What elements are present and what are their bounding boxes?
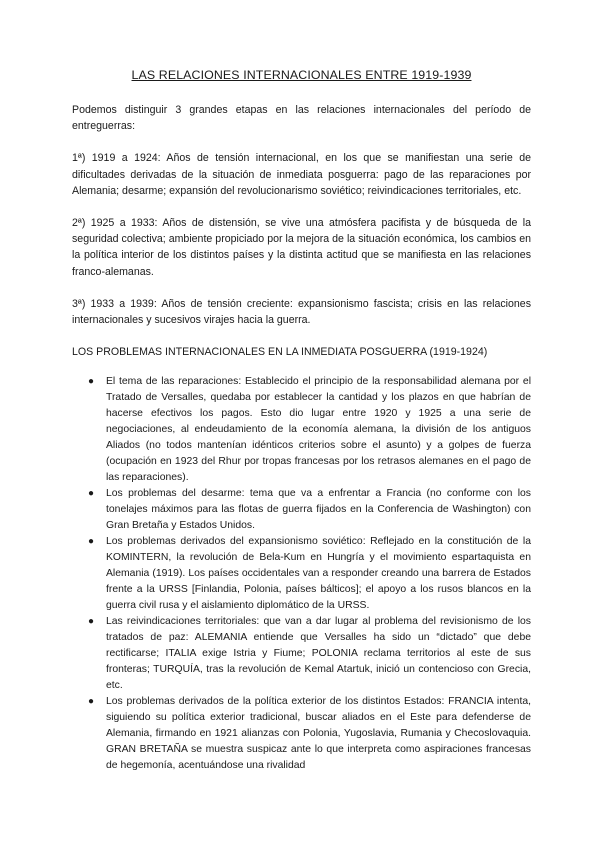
bullet-icon: ● [88,488,95,500]
document-title: LAS RELACIONES INTERNACIONALES ENTRE 1919-1939 [131,68,472,82]
intro-paragraph: Podemos distinguir 3 grandes etapas en las relaciones internacionales del período de entreguerras: [72,104,531,133]
stage-3-paragraph: 3ª) 1933 a 1939: Años de tensión creciente: expansionismo fascista; crisis en las relaciones internacionales y sucesivos virajes hacia la guerra. [72,297,531,327]
list-item-text: Los problemas derivados de la política exterior de los distintos Estados: FRANCIA intenta, siguiendo su política exterior tradicional, buscar aliados en el Este para defenderse de Alemania, firmando en 1921 alianzas con Polonia, Yugoslavia, Rumania y Checoslovaquia. GRAN BRETAÑA se muestra suspicaz ante lo que interpreta como aspiraciones francesas de hegemonía, acentuándose una rivalidad [106,696,531,772]
stage-1-paragraph: 1ª) 1919 a 1924: Años de tensión internacional, en los que se manifiestan una serie de dificultades derivadas de la situación de inmediata posguerra: pago de las reparaciones por Alemania; desarme; expansión del revolucionarismo soviético; reivindicaciones territoriales, etc. [72,152,531,197]
bullet-icon: ● [88,616,95,628]
section-heading: LOS PROBLEMAS INTERNACIONALES EN LA INMEDIATA POSGUERRA (1919-1924) [72,346,488,359]
list-item-politica-exterior [72,694,531,774]
list-item-desarme [72,486,531,534]
bullet-icon: ● [88,696,95,708]
list-item-reparaciones [72,374,531,486]
problems-list [72,374,531,774]
bullet-icon: ● [88,376,95,388]
document-page [72,68,531,774]
list-item-text: Los problemas del desarme: tema que va a enfrentar a Francia (no conforme con los tonelajes máximos para las flotas de guerra fijados en la Conferencia de Washington) con Gran Bretaña y Estados Unidos. [106,488,531,532]
list-item-reivindicaciones [72,614,531,694]
list-item-text: El tema de las reparaciones: Establecido el principio de la responsabilidad alemana por el Tratado de Versalles, quedaba por establecer la cantidad y los plazos en que habrían de hacerse efectivos los pagos. Esto dio lugar entre 1920 y 1925 a una serie de negociaciones, al endeudamiento de la economía alemana, la división de los antiguos Aliados (no todos mantenían idénticos criterios sobre el asunto) y a golpes de fuerza (ocupación en 1923 del Rhur por tropas francesas por los retrasos alemanes en el pago de las reparaciones). [106,376,531,484]
bullet-icon: ● [88,536,95,548]
list-item-text: Los problemas derivados del expansionismo soviético: Reflejado en la constitución de la KOMINTERN, la revolución de Bela-Kum en Hungría y el movimiento espartaquista en Alemania (1919). Los países occidentales van a responder creando una barrera de Estados frente a la URSS [Finlandia, Polonia, países bálticos]; el apoyo a los rusos blancos en la guerra civil rusa y el aislamiento diplomático de la URSS. [106,536,531,612]
list-item-text: Las reivindicaciones territoriales: que van a dar lugar al problema del revisionismo de los tratados de paz: ALEMANIA entiende que Versalles ha sido un “dictado” que debe rectificarse; ITALIA exige Istria y Fiume; POLONIA reclama territorios al este de sus fronteras; TURQUÍA, tras la revolución de Kemal Atartuk, inició un contencioso con Grecia, etc. [106,616,531,692]
stage-2-paragraph: 2ª) 1925 a 1933: Años de distensión, se vive una atmósfera pacifista y de búsqueda de la seguridad colectiva; ambiente propiciado por la mejora de la situación económica, los cambios en la política interior de los distintos países y la distinta actitud que se manifiesta en las relaciones franco-alemanas. [72,217,531,278]
list-item-expansionismo-sovietico [72,534,531,614]
